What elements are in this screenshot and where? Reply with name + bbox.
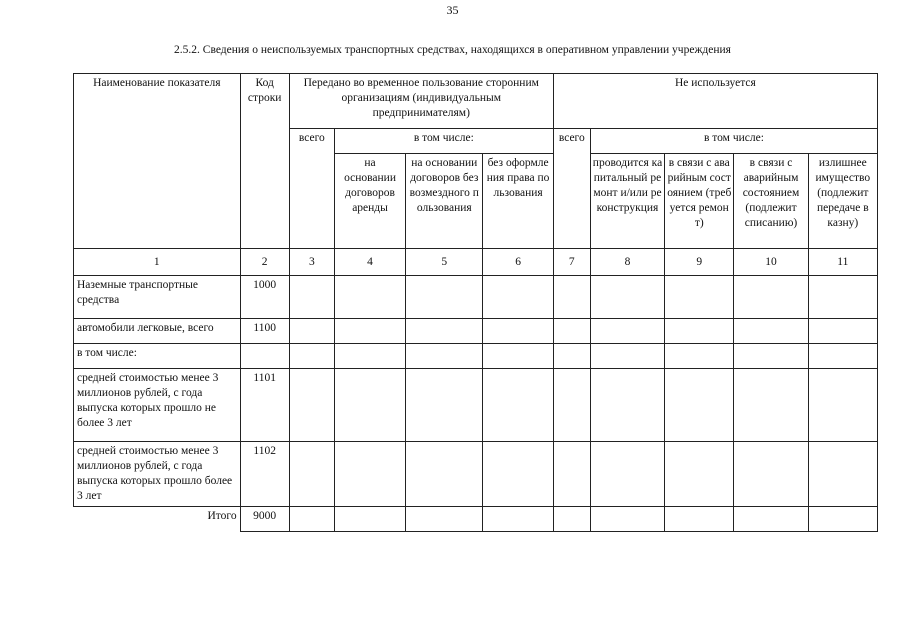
row-code: 1000: [240, 276, 289, 319]
value-cell: [808, 276, 877, 319]
value-cell: [406, 276, 483, 319]
value-cell: [734, 319, 808, 344]
header-transferred: Передано во временное пользование сторонним организациям (индивидуальным предпринимателям): [289, 74, 553, 129]
column-number: 4: [334, 249, 405, 276]
value-cell: [808, 442, 877, 507]
value-cell: [334, 507, 405, 532]
value-cell: [734, 344, 808, 369]
value-cell: [334, 276, 405, 319]
value-cell: [334, 442, 405, 507]
value-cell: [406, 344, 483, 369]
value-cell: [734, 369, 808, 442]
value-cell: [590, 369, 664, 442]
value-cell: [590, 319, 664, 344]
column-number: 3: [289, 249, 334, 276]
header-free-use: на основании договоров безвозмездного пользования: [406, 154, 483, 249]
header-capital-repair: проводится капитальный ремонт и/или реконструкция: [590, 154, 664, 249]
column-number-row: [74, 249, 878, 276]
value-cell: [289, 369, 334, 442]
header-emergency: в связи с аварийным состоянием (требуется ремонт): [665, 154, 734, 249]
value-cell: [808, 369, 877, 442]
header-incl-transferred: в том числе:: [334, 129, 553, 154]
value-cell: [406, 442, 483, 507]
header-total-transferred: всего: [289, 129, 334, 249]
header-lease: на основании договоров аренды: [334, 154, 405, 249]
row-code: 1102: [240, 442, 289, 507]
page-number: 35: [446, 3, 459, 17]
value-cell: [289, 442, 334, 507]
value-cell: [590, 442, 664, 507]
header-row-1: [74, 74, 878, 129]
value-cell: [590, 276, 664, 319]
column-number: 2: [240, 249, 289, 276]
header-indicator: Наименование показателя: [74, 74, 241, 249]
value-cell: [734, 507, 808, 532]
value-cell: [334, 319, 405, 344]
header-unused: Не используется: [553, 74, 877, 129]
value-cell: [553, 442, 590, 507]
value-cell: [483, 369, 553, 442]
total-row: [74, 507, 878, 532]
header-no-rights: без оформления права пользования: [483, 154, 553, 249]
row-code: 1100: [240, 319, 289, 344]
value-cell: [483, 276, 553, 319]
value-cell: [665, 319, 734, 344]
value-cell: [665, 276, 734, 319]
column-number: 6: [483, 249, 553, 276]
header-write-off: в связи с аварийным состоянием (подлежит списанию): [734, 154, 808, 249]
row-code: 1101: [240, 369, 289, 442]
value-cell: [289, 319, 334, 344]
row-label: средней стоимостью менее 3 миллионов рублей, с года выпуска которых прошло не более 3 лет: [74, 369, 241, 442]
column-number: 1: [74, 249, 241, 276]
value-cell: [483, 344, 553, 369]
row-label: Наземные транспортные средства: [74, 276, 241, 319]
value-cell: [590, 344, 664, 369]
row-label: средней стоимостью менее 3 миллионов рублей, с года выпуска которых прошло более 3 лет: [74, 442, 241, 507]
value-cell: [808, 344, 877, 369]
value-cell: [553, 319, 590, 344]
header-surplus: излишнее имущество (подлежит передаче в казну): [808, 154, 877, 249]
value-cell: [734, 442, 808, 507]
table-row: [74, 442, 878, 507]
row-label: в том числе:: [74, 344, 241, 369]
header-total-unused: всего: [553, 129, 590, 249]
table-row: [74, 344, 878, 369]
value-cell: [553, 344, 590, 369]
value-cell: [665, 442, 734, 507]
column-number: 9: [665, 249, 734, 276]
value-cell: [483, 442, 553, 507]
value-cell: [334, 369, 405, 442]
value-cell: [289, 507, 334, 532]
table-row: [74, 369, 878, 442]
value-cell: [808, 319, 877, 344]
total-code: 9000: [240, 507, 289, 532]
value-cell: [808, 507, 877, 532]
value-cell: [406, 369, 483, 442]
value-cell: [665, 369, 734, 442]
value-cell: [734, 276, 808, 319]
header-incl-unused: в том числе:: [590, 129, 877, 154]
value-cell: [553, 507, 590, 532]
column-number: 8: [590, 249, 664, 276]
value-cell: [406, 507, 483, 532]
value-cell: [590, 507, 664, 532]
value-cell: [553, 276, 590, 319]
value-cell: [289, 344, 334, 369]
header-code: Код строки: [240, 74, 289, 249]
total-label: Итого: [74, 507, 241, 532]
document-title: 2.5.2. Сведения о неиспользуемых транспортных средствах, находящихся в оперативном управлении учреждения: [174, 44, 731, 56]
value-cell: [483, 319, 553, 344]
value-cell: [665, 507, 734, 532]
value-cell: [334, 344, 405, 369]
row-label: автомобили легковые, всего: [74, 319, 241, 344]
column-number: 7: [553, 249, 590, 276]
value-cell: [483, 507, 553, 532]
report-table: [73, 73, 878, 532]
table-row: [74, 319, 878, 344]
column-number: 5: [406, 249, 483, 276]
column-number: 10: [734, 249, 808, 276]
table-row: [74, 276, 878, 319]
value-cell: [289, 276, 334, 319]
value-cell: [406, 319, 483, 344]
value-cell: [553, 369, 590, 442]
row-code: [240, 344, 289, 369]
column-number: 11: [808, 249, 877, 276]
value-cell: [665, 344, 734, 369]
